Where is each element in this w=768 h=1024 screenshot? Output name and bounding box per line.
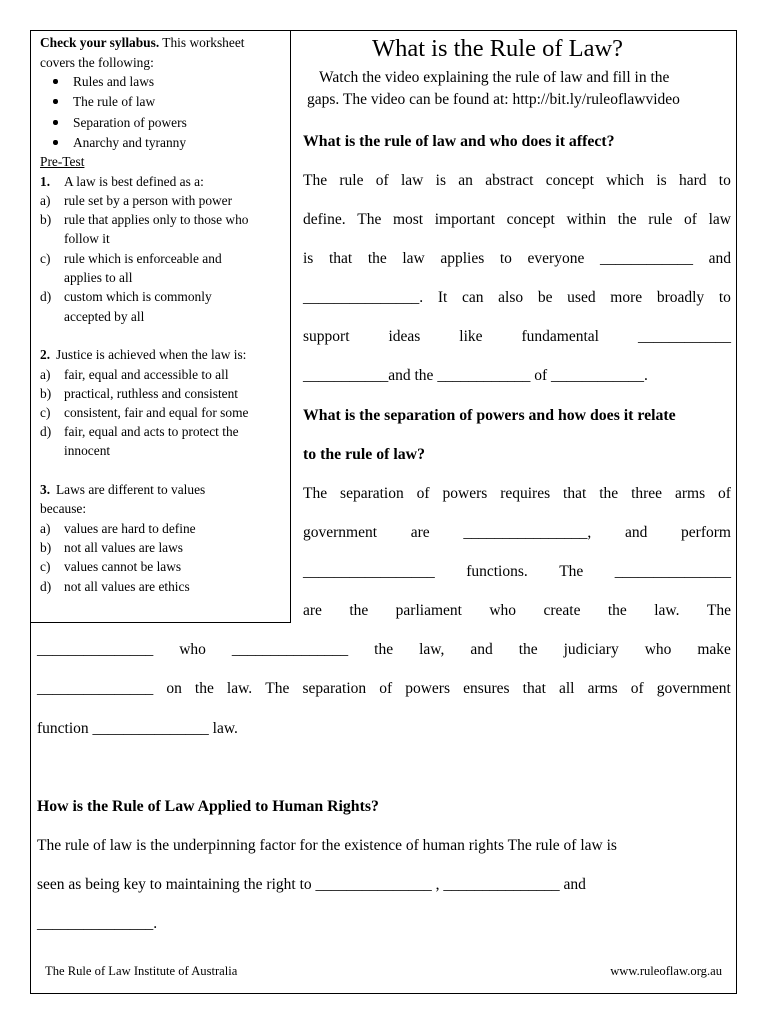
option-text: values are hard to define bbox=[64, 521, 196, 536]
footer-website: www.ruleoflaw.org.au bbox=[610, 964, 722, 978]
question-number: 2. bbox=[40, 347, 51, 362]
word: are bbox=[303, 602, 322, 619]
option-letter: c) bbox=[40, 405, 51, 420]
word: used bbox=[567, 289, 596, 306]
option-text: custom which is commonly bbox=[64, 289, 212, 304]
word: ideas bbox=[388, 328, 421, 345]
word: of bbox=[379, 680, 393, 697]
section3-line3: _______________. bbox=[37, 915, 158, 932]
word: all bbox=[558, 680, 575, 697]
word: powers bbox=[405, 680, 450, 697]
option-letter: b) bbox=[40, 540, 52, 555]
word: are bbox=[410, 524, 430, 541]
option-letter: a) bbox=[40, 521, 51, 536]
word: The bbox=[357, 211, 382, 228]
word: is bbox=[303, 250, 314, 267]
word: is bbox=[656, 172, 667, 189]
question-stem: because: bbox=[40, 501, 87, 516]
section1-last-line: ___________and the ____________ of ____________. bbox=[303, 367, 648, 384]
word: ____________ bbox=[599, 250, 693, 267]
word: the bbox=[374, 641, 394, 658]
option-text: accepted by all bbox=[64, 309, 145, 324]
word: _______________. bbox=[303, 289, 424, 306]
word: three bbox=[631, 485, 663, 502]
question-stem: A law is best defined as a: bbox=[64, 174, 204, 189]
question-stem: Laws are different to values bbox=[56, 482, 206, 497]
option-letter: d) bbox=[40, 289, 52, 304]
word: to bbox=[718, 172, 731, 189]
word: concept bbox=[545, 172, 594, 189]
word: _________________ bbox=[303, 563, 435, 580]
section1-line bbox=[303, 211, 731, 229]
word: _______________ bbox=[37, 680, 154, 697]
word: which bbox=[606, 172, 645, 189]
option-text: consistent, fair and equal for some bbox=[64, 405, 249, 420]
word: the bbox=[599, 485, 619, 502]
word: _______________ bbox=[231, 641, 349, 658]
option-letter: b) bbox=[40, 386, 52, 401]
bullet-icon bbox=[53, 140, 58, 145]
word: ____________ bbox=[637, 328, 731, 345]
word: that bbox=[328, 250, 353, 267]
bullet-icon bbox=[53, 120, 58, 125]
section2-line bbox=[303, 485, 731, 503]
word: of bbox=[718, 485, 731, 502]
section2-line bbox=[37, 680, 731, 698]
word: of bbox=[375, 172, 389, 189]
word: fundamental bbox=[521, 328, 599, 345]
word: government bbox=[303, 524, 378, 541]
word: everyone bbox=[527, 250, 585, 267]
section1-line bbox=[303, 172, 731, 190]
option-text: rule which is enforceable and bbox=[64, 251, 222, 266]
word: The bbox=[706, 602, 731, 619]
word: The bbox=[265, 680, 290, 697]
word: an bbox=[458, 172, 473, 189]
word: the bbox=[367, 250, 387, 267]
bullet-icon bbox=[53, 99, 58, 104]
pretest-label: Pre-Test bbox=[40, 154, 85, 169]
section1-line bbox=[303, 289, 731, 307]
option-letter: d) bbox=[40, 579, 52, 594]
word: of bbox=[630, 680, 644, 697]
word: The bbox=[559, 563, 584, 580]
word: support bbox=[303, 328, 350, 345]
word: also bbox=[498, 289, 524, 306]
word: law bbox=[402, 250, 425, 267]
word: law. bbox=[654, 602, 680, 619]
word: create bbox=[543, 602, 581, 619]
word: rule bbox=[648, 211, 673, 228]
word: is bbox=[435, 172, 446, 189]
option-text: values cannot be laws bbox=[64, 559, 182, 574]
section3-line2: seen as being key to maintaining the right to _______________ , _______________ and bbox=[37, 876, 586, 893]
word: to bbox=[499, 250, 512, 267]
word: the bbox=[607, 602, 627, 619]
option-text: practical, ruthless and consistent bbox=[64, 386, 239, 401]
word: who bbox=[489, 602, 517, 619]
section2-line bbox=[303, 602, 731, 620]
word: who bbox=[179, 641, 206, 658]
option-letter: d) bbox=[40, 424, 52, 439]
option-text: rule set by a person with power bbox=[64, 193, 233, 208]
word: be bbox=[537, 289, 553, 306]
word: applies bbox=[440, 250, 485, 267]
section2-last-line: function _______________ law. bbox=[37, 720, 238, 737]
option-text: not all values are ethics bbox=[64, 579, 190, 594]
word: define. bbox=[303, 211, 346, 228]
section2-heading: What is the separation of powers and how does it relate bbox=[303, 407, 676, 424]
section2-line bbox=[303, 524, 731, 542]
section3-heading: How is the Rule of Law Applied to Human Rights? bbox=[37, 798, 379, 815]
section1-line bbox=[303, 250, 731, 268]
word: concept bbox=[506, 211, 555, 228]
option-text: fair, equal and accessible to all bbox=[64, 367, 229, 382]
word: separation bbox=[340, 485, 404, 502]
option-letter: c) bbox=[40, 559, 51, 574]
word: arms bbox=[587, 680, 618, 697]
word: like bbox=[459, 328, 483, 345]
topic-item: The rule of law bbox=[73, 94, 156, 109]
word: arms bbox=[674, 485, 706, 502]
word: that bbox=[522, 680, 546, 697]
question-stem: Justice is achieved when the law is: bbox=[56, 347, 247, 362]
option-letter: a) bbox=[40, 367, 51, 382]
syllabus-intro bbox=[40, 33, 244, 52]
word: the bbox=[194, 680, 214, 697]
word: It bbox=[437, 289, 448, 306]
instructions-line1: Watch the video explaining the rule of law and fill in the bbox=[319, 69, 670, 86]
question-number: 3. bbox=[40, 482, 51, 497]
word: _______________ bbox=[614, 563, 731, 580]
word: of bbox=[684, 211, 697, 228]
word: judiciary bbox=[563, 641, 619, 658]
section2-heading-line2: to the rule of law? bbox=[303, 446, 425, 463]
word: _______________ bbox=[37, 641, 154, 658]
word: the bbox=[518, 641, 538, 658]
option-text: applies to all bbox=[64, 270, 133, 285]
bullet-icon bbox=[53, 79, 58, 84]
word: parliament bbox=[395, 602, 462, 619]
word: powers bbox=[442, 485, 488, 502]
option-letter: a) bbox=[40, 193, 51, 208]
word: ensures bbox=[463, 680, 510, 697]
word: important bbox=[434, 211, 496, 228]
word: rule bbox=[339, 172, 364, 189]
word: most bbox=[392, 211, 424, 228]
topic-item: Anarchy and tyranny bbox=[73, 135, 187, 150]
word: law bbox=[708, 211, 731, 228]
option-text: rule that applies only to those who bbox=[64, 212, 249, 227]
option-letter: c) bbox=[40, 251, 51, 266]
word: who bbox=[644, 641, 672, 658]
word: law. bbox=[226, 680, 253, 697]
section1-line bbox=[303, 328, 731, 346]
word: separation bbox=[302, 680, 367, 697]
option-letter: b) bbox=[40, 212, 52, 227]
topic-item: Rules and laws bbox=[73, 74, 155, 89]
word: perform bbox=[681, 524, 731, 541]
word: broadly bbox=[656, 289, 705, 306]
word: law, bbox=[419, 641, 445, 658]
question-number: 1. bbox=[40, 174, 51, 189]
word: the bbox=[617, 211, 637, 228]
word: abstract bbox=[485, 172, 534, 189]
page-title: What is the Rule of Law? bbox=[372, 35, 624, 62]
section2-line bbox=[303, 563, 731, 581]
word: make bbox=[697, 641, 731, 658]
word: The bbox=[303, 485, 328, 502]
word: hard bbox=[678, 172, 707, 189]
option-text: innocent bbox=[64, 443, 111, 458]
topic-item: Separation of powers bbox=[73, 115, 187, 130]
word: to bbox=[718, 289, 731, 306]
syllabus-intro-rest: This worksheet bbox=[159, 35, 245, 50]
word: more bbox=[610, 289, 643, 306]
syllabus-intro-line2: covers the following: bbox=[40, 55, 154, 70]
word: functions. bbox=[466, 563, 528, 580]
word: the bbox=[349, 602, 369, 619]
word: law bbox=[400, 172, 424, 189]
word: can bbox=[461, 289, 484, 306]
word: within bbox=[566, 211, 607, 228]
option-text: fair, equal and acts to protect the bbox=[64, 424, 239, 439]
word: and bbox=[470, 641, 493, 658]
footer-organization: The Rule of Law Institute of Australia bbox=[45, 964, 238, 978]
option-text: not all values are laws bbox=[64, 540, 183, 555]
word: on bbox=[166, 680, 182, 697]
word: government bbox=[656, 680, 731, 697]
word: of bbox=[416, 485, 430, 502]
word: requires bbox=[500, 485, 551, 502]
option-text: follow it bbox=[64, 231, 110, 246]
word: ________________, bbox=[463, 524, 592, 541]
word: and bbox=[708, 250, 731, 267]
section2-line bbox=[37, 641, 731, 659]
section1-heading: What is the rule of law and who does it affect? bbox=[303, 133, 615, 150]
section3-line1: The rule of law is the underpinning factor for the existence of human rights The rule of law is bbox=[37, 837, 617, 854]
word: and bbox=[624, 524, 648, 541]
syllabus-intro-bold: Check your syllabus. bbox=[40, 35, 160, 50]
word: The bbox=[303, 172, 328, 189]
instructions-line2: gaps. The video can be found at: http://bit.ly/ruleoflawvideo bbox=[307, 91, 680, 108]
word: that bbox=[563, 485, 587, 502]
